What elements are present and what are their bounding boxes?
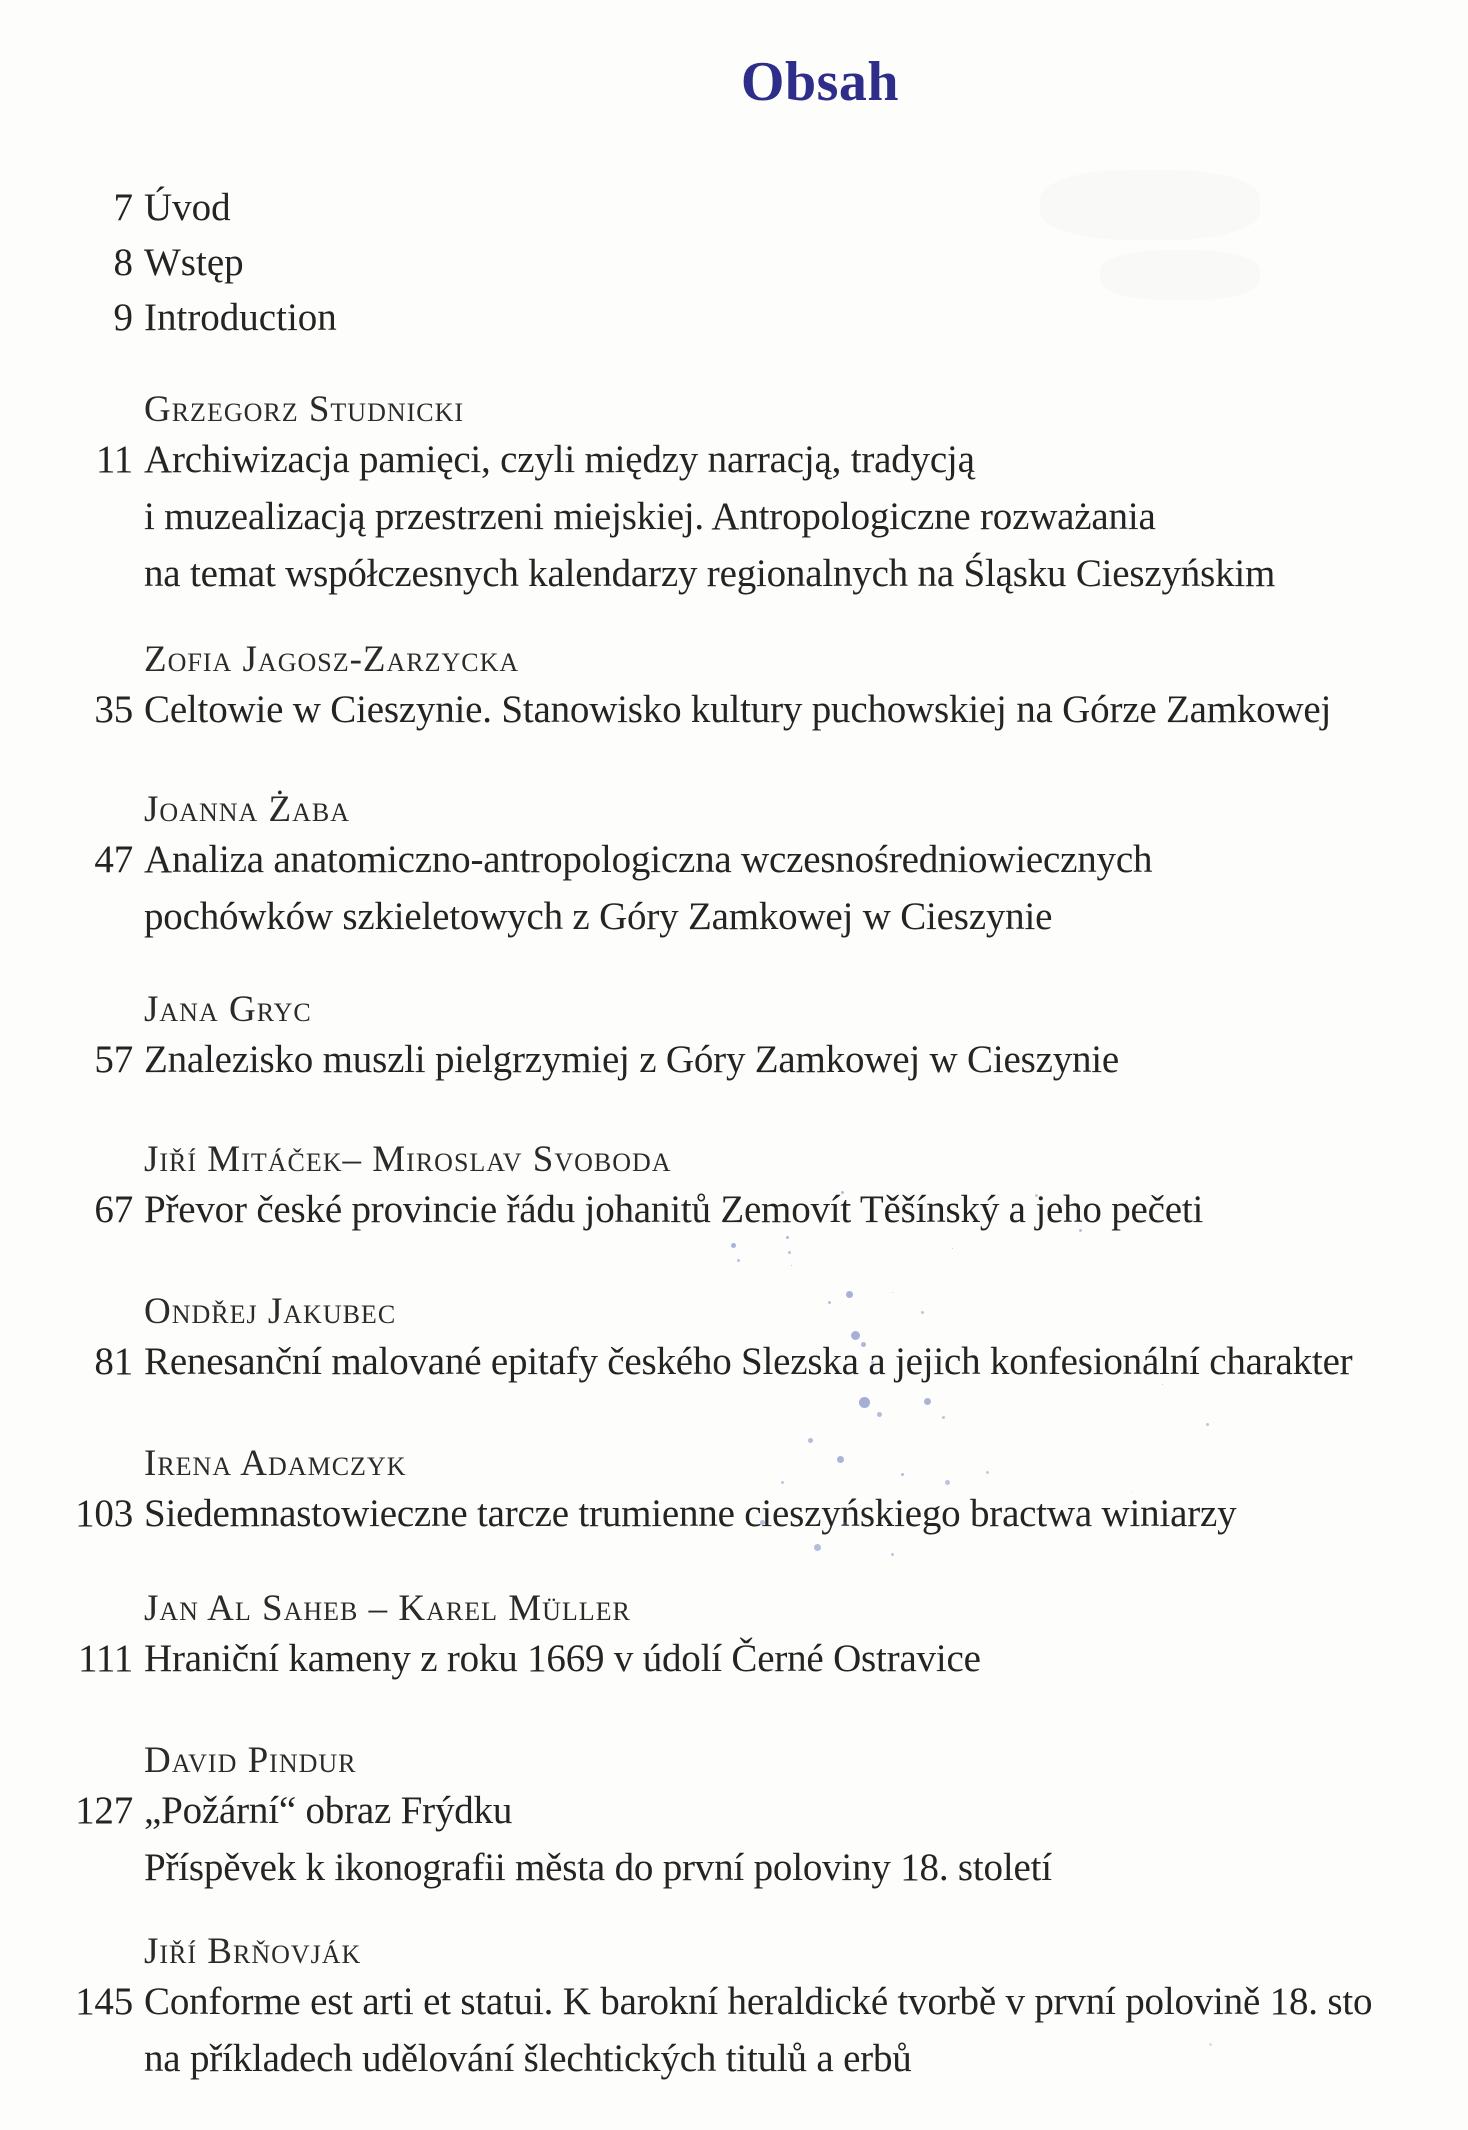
author-name: Zofia Jagosz-Zarzycka (144, 639, 520, 680)
toc-group (0, 1139, 1468, 1238)
article-title-line: pochówków szkieletowych z Góry Zamkowej w Cieszynie (144, 895, 1053, 938)
author-name: Grzegorz Studnicki (144, 389, 465, 430)
article-entry (0, 1782, 1468, 1896)
ink-stain-specks (0, 0, 5, 5)
article-title-line: Siedemnastowieczne tarcze trumienne cieszyńskiego bractwa winiarzy (144, 1492, 1237, 1535)
front-matter-row (0, 290, 1468, 345)
item-title: Úvod (144, 186, 231, 229)
toc-group (0, 639, 1468, 738)
article-title-line: Znalezisko muszli pielgrzymiej z Góry Zamkowej w Cieszynie (144, 1038, 1120, 1081)
author-name: Jiří Mitáček– Miroslav Svoboda (144, 1139, 672, 1180)
article-entry (0, 1485, 1468, 1542)
toc-group (0, 1931, 1468, 2087)
page-number: 47 (94, 838, 133, 881)
front-matter-list (0, 180, 1468, 345)
article-title-line: Analiza anatomiczno-antropologiczna wczesnośredniowiecznych (144, 838, 1153, 881)
page-number: 81 (94, 1340, 133, 1383)
page-number: 57 (94, 1038, 133, 1081)
page-number: 127 (75, 1789, 133, 1832)
toc-group (0, 1588, 1468, 1687)
author-name: Irena Adamczyk (144, 1443, 407, 1484)
author-name: Joanna Żaba (144, 789, 351, 830)
article-title-line: na temat współczesnych kalendarzy regionalnych na Śląsku Cieszyńskim (144, 552, 1276, 595)
toc-group (0, 1443, 1468, 1542)
page-number: 111 (77, 1637, 133, 1680)
article-title-line: Celtowie w Cieszynie. Stanowisko kultury puchowskiej na Górze Zamkowej (144, 688, 1332, 731)
article-title-line: „Požární“ obraz Frýdku (144, 1789, 513, 1832)
page-number: 11 (95, 438, 133, 481)
article-entry (0, 1031, 1468, 1088)
author-name: David Pindur (144, 1740, 357, 1781)
toc-group (0, 389, 1468, 602)
author-name: Jana Gryc (144, 989, 312, 1030)
page-number: 9 (113, 296, 133, 339)
article-entry (0, 831, 1468, 945)
page-number: 35 (94, 688, 133, 731)
toc-group (0, 1740, 1468, 1896)
toc-group (0, 789, 1468, 945)
article-entry (0, 431, 1468, 602)
author-name: Jiří Brňovják (144, 1931, 362, 1972)
page-number: 103 (75, 1492, 133, 1535)
page-number: 8 (113, 241, 133, 284)
article-title-line: na příkladech udělování šlechtických titulů a erbů (144, 2037, 912, 2080)
article-title-line: Renesanční malované epitafy českého Slezska a jejich konfesionální charakter (144, 1340, 1353, 1383)
article-entry (0, 681, 1468, 738)
item-title: Introduction (144, 296, 337, 339)
article-entry (0, 1333, 1468, 1390)
page-number: 145 (75, 1980, 133, 2023)
author-name: Jan Al Saheb – Karel Müller (144, 1588, 631, 1629)
front-matter-row (0, 235, 1468, 290)
toc-group (0, 989, 1468, 1088)
article-title-line: i muzealizacją przestrzeni miejskiej. Antropologiczne rozważania (144, 495, 1156, 538)
author-name: Ondřej Jakubec (144, 1291, 397, 1332)
page-title: Obsah (740, 50, 900, 113)
article-title-line: Archiwizacja pamięci, czyli między narracją, tradycją (144, 438, 975, 481)
toc-group (0, 1291, 1468, 1390)
page-number: 7 (113, 186, 133, 229)
article-entry (0, 1630, 1468, 1687)
article-title-line: Převor české provincie řádu johanitů Zemovít Těšínský a jeho pečeti (144, 1188, 1204, 1231)
front-matter-row (0, 180, 1468, 235)
article-entry (0, 1973, 1468, 2087)
article-title-line: Hraniční kameny z roku 1669 v údolí Černé Ostravice (144, 1637, 981, 1680)
article-title-line: Conforme est arti et statui. K barokní heraldické tvorbě v první polovině 18. sto (144, 1980, 1373, 2023)
page-number: 67 (94, 1188, 133, 1231)
item-title: Wstęp (144, 241, 244, 284)
article-entry (0, 1181, 1468, 1238)
article-title-line: Příspěvek k ikonografii města do první poloviny 18. století (144, 1846, 1052, 1889)
